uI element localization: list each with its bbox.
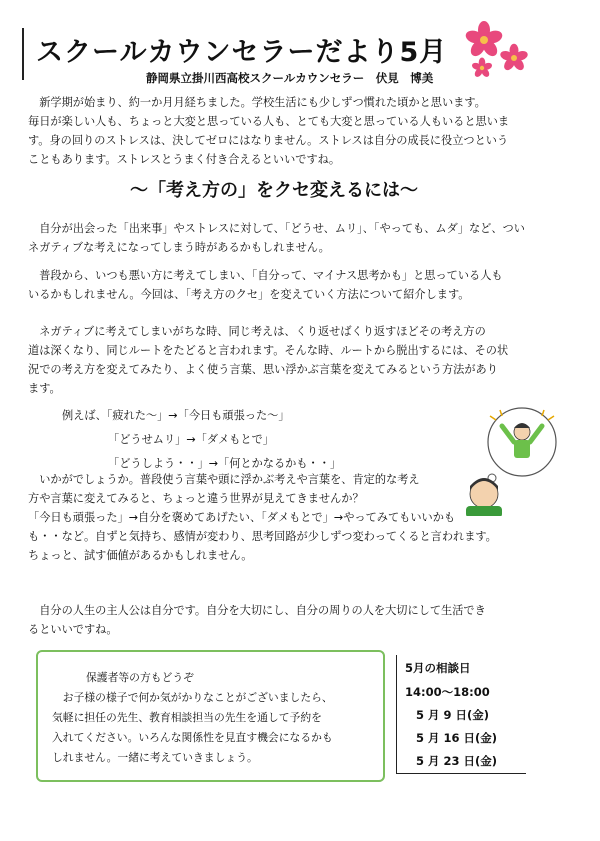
schedule-time: 14:00～18:00 xyxy=(405,685,490,699)
author-line: 静岡県立掛川西高校スクールカウンセラー 伏見 博美 xyxy=(146,71,434,85)
text-line: 普段から、いつも悪い方に考えてしまい、「自分って、マイナス思考かも」と思っている人も xyxy=(28,269,503,282)
page-title: スクールカウンセラーだより5月 xyxy=(36,37,448,68)
text-line: 新学期が始まり、約一か月月経ちました。学校生活にも少しずつ慣れた頃かと思います。 xyxy=(28,96,486,109)
parents-notice-text xyxy=(52,668,333,768)
example-3: 「どうしよう・・」→「何とかなるかも・・」 xyxy=(108,457,342,470)
text-line: しれません。一緒に考えていきましょう。 xyxy=(52,751,258,764)
text-line: ネガティブに考えてしまいがちな時、同じ考えは、くり返せばくり返すほどその考え方の xyxy=(28,325,486,338)
flower-decoration-icon xyxy=(462,20,534,80)
text-line: いかがでしょうか。普段使う言葉や頭に浮かぶ考えや言葉を、肯定的な考え xyxy=(28,473,420,486)
schedule-date: 5 月 16 日(金) xyxy=(416,731,498,745)
text-line: お子様の様子で何か気がかりなことがございましたら、 xyxy=(52,691,333,704)
text-line: ネガティブな考えになってしまう時があるかもしれません。 xyxy=(28,241,330,254)
schedule-divider xyxy=(396,655,397,773)
text-line: ちょっと、試す価値があるかもしれません。 xyxy=(28,549,253,562)
text-line: いるかもしれません。今回は、「考え方のクセ」を変えていく方法について紹介します。 xyxy=(28,288,470,301)
flower-icon xyxy=(464,21,504,59)
title-rule xyxy=(22,28,24,80)
text-line: す。身の回りのストレスは、決してゼロにはなりません。ストレスは自分の成長に役立つという xyxy=(28,134,509,147)
schedule-underline xyxy=(396,773,526,774)
paragraph-1 xyxy=(28,219,542,257)
paragraph-5 xyxy=(28,601,542,639)
paragraph-4 xyxy=(28,470,542,565)
text-line: こともあります。ストレスとうまく付き合えるといいですね。 xyxy=(28,153,341,166)
text-line: 毎日が楽しい人も、ちょっと大変と思っている人も、とても大変と思っている人もいると思いま xyxy=(28,115,510,128)
text-line: るといいですね。 xyxy=(28,623,118,636)
text-line: 自分が出会った「出来事」やストレスに対して、「どうせ、ムリ」、「やっても、ムダ」など、つい xyxy=(28,222,525,235)
paragraph-3 xyxy=(28,322,542,398)
schedule-date: 5 月 9 日(金) xyxy=(416,708,490,722)
paragraph-2 xyxy=(28,266,542,304)
text-line: 道は深くなり、同じルートをたどると言われます。そんな時、ルートから脱出するには、その状 xyxy=(28,344,509,357)
example-1: 例えば、「疲れた～」→「今日も頑張った～」 xyxy=(62,409,290,422)
text-line: ます。 xyxy=(28,382,61,395)
text-line: 入れてください。いろんな関係性を見直す機会になるかも xyxy=(52,731,333,744)
flower-icon xyxy=(471,58,493,79)
section-heading: ～「考え方の」をクセ変えるには～ xyxy=(130,180,418,201)
text-line: も・・など。自ずと気持ち、感情が変わり、思考回路が少しずつ変わってくると言われます。 xyxy=(28,530,497,543)
schedule-date: 5 月 23 日(金) xyxy=(416,754,498,768)
text-line: 気軽に担任の先生、教育相談担当の先生を通して予約を xyxy=(52,711,322,724)
notice-heading: 保護者等の方もどうぞ xyxy=(86,671,194,684)
text-line: 「今日も頑張った」→自分を褒めてあげたい、「ダメもとで」→やってみてもいいかも xyxy=(28,511,456,524)
text-line: 自分の人生の主人公は自分です。自分を大切にし、自分の周りの人を大切にして生活でき xyxy=(28,604,486,617)
schedule-title: 5月の相談日 xyxy=(405,661,471,675)
flower-icon xyxy=(499,44,529,72)
text-line: 況での考え方を変えてみたり、よく使う言葉、思い浮かぶ言葉を変えてみるという方法があり xyxy=(28,363,498,376)
intro-paragraph xyxy=(28,93,542,169)
example-2: 「どうせムリ」→「ダメもとで」 xyxy=(108,433,274,446)
text-line: 方や言葉に変えてみると、ちょっと違う世界が見えてきませんか？ xyxy=(28,492,364,505)
